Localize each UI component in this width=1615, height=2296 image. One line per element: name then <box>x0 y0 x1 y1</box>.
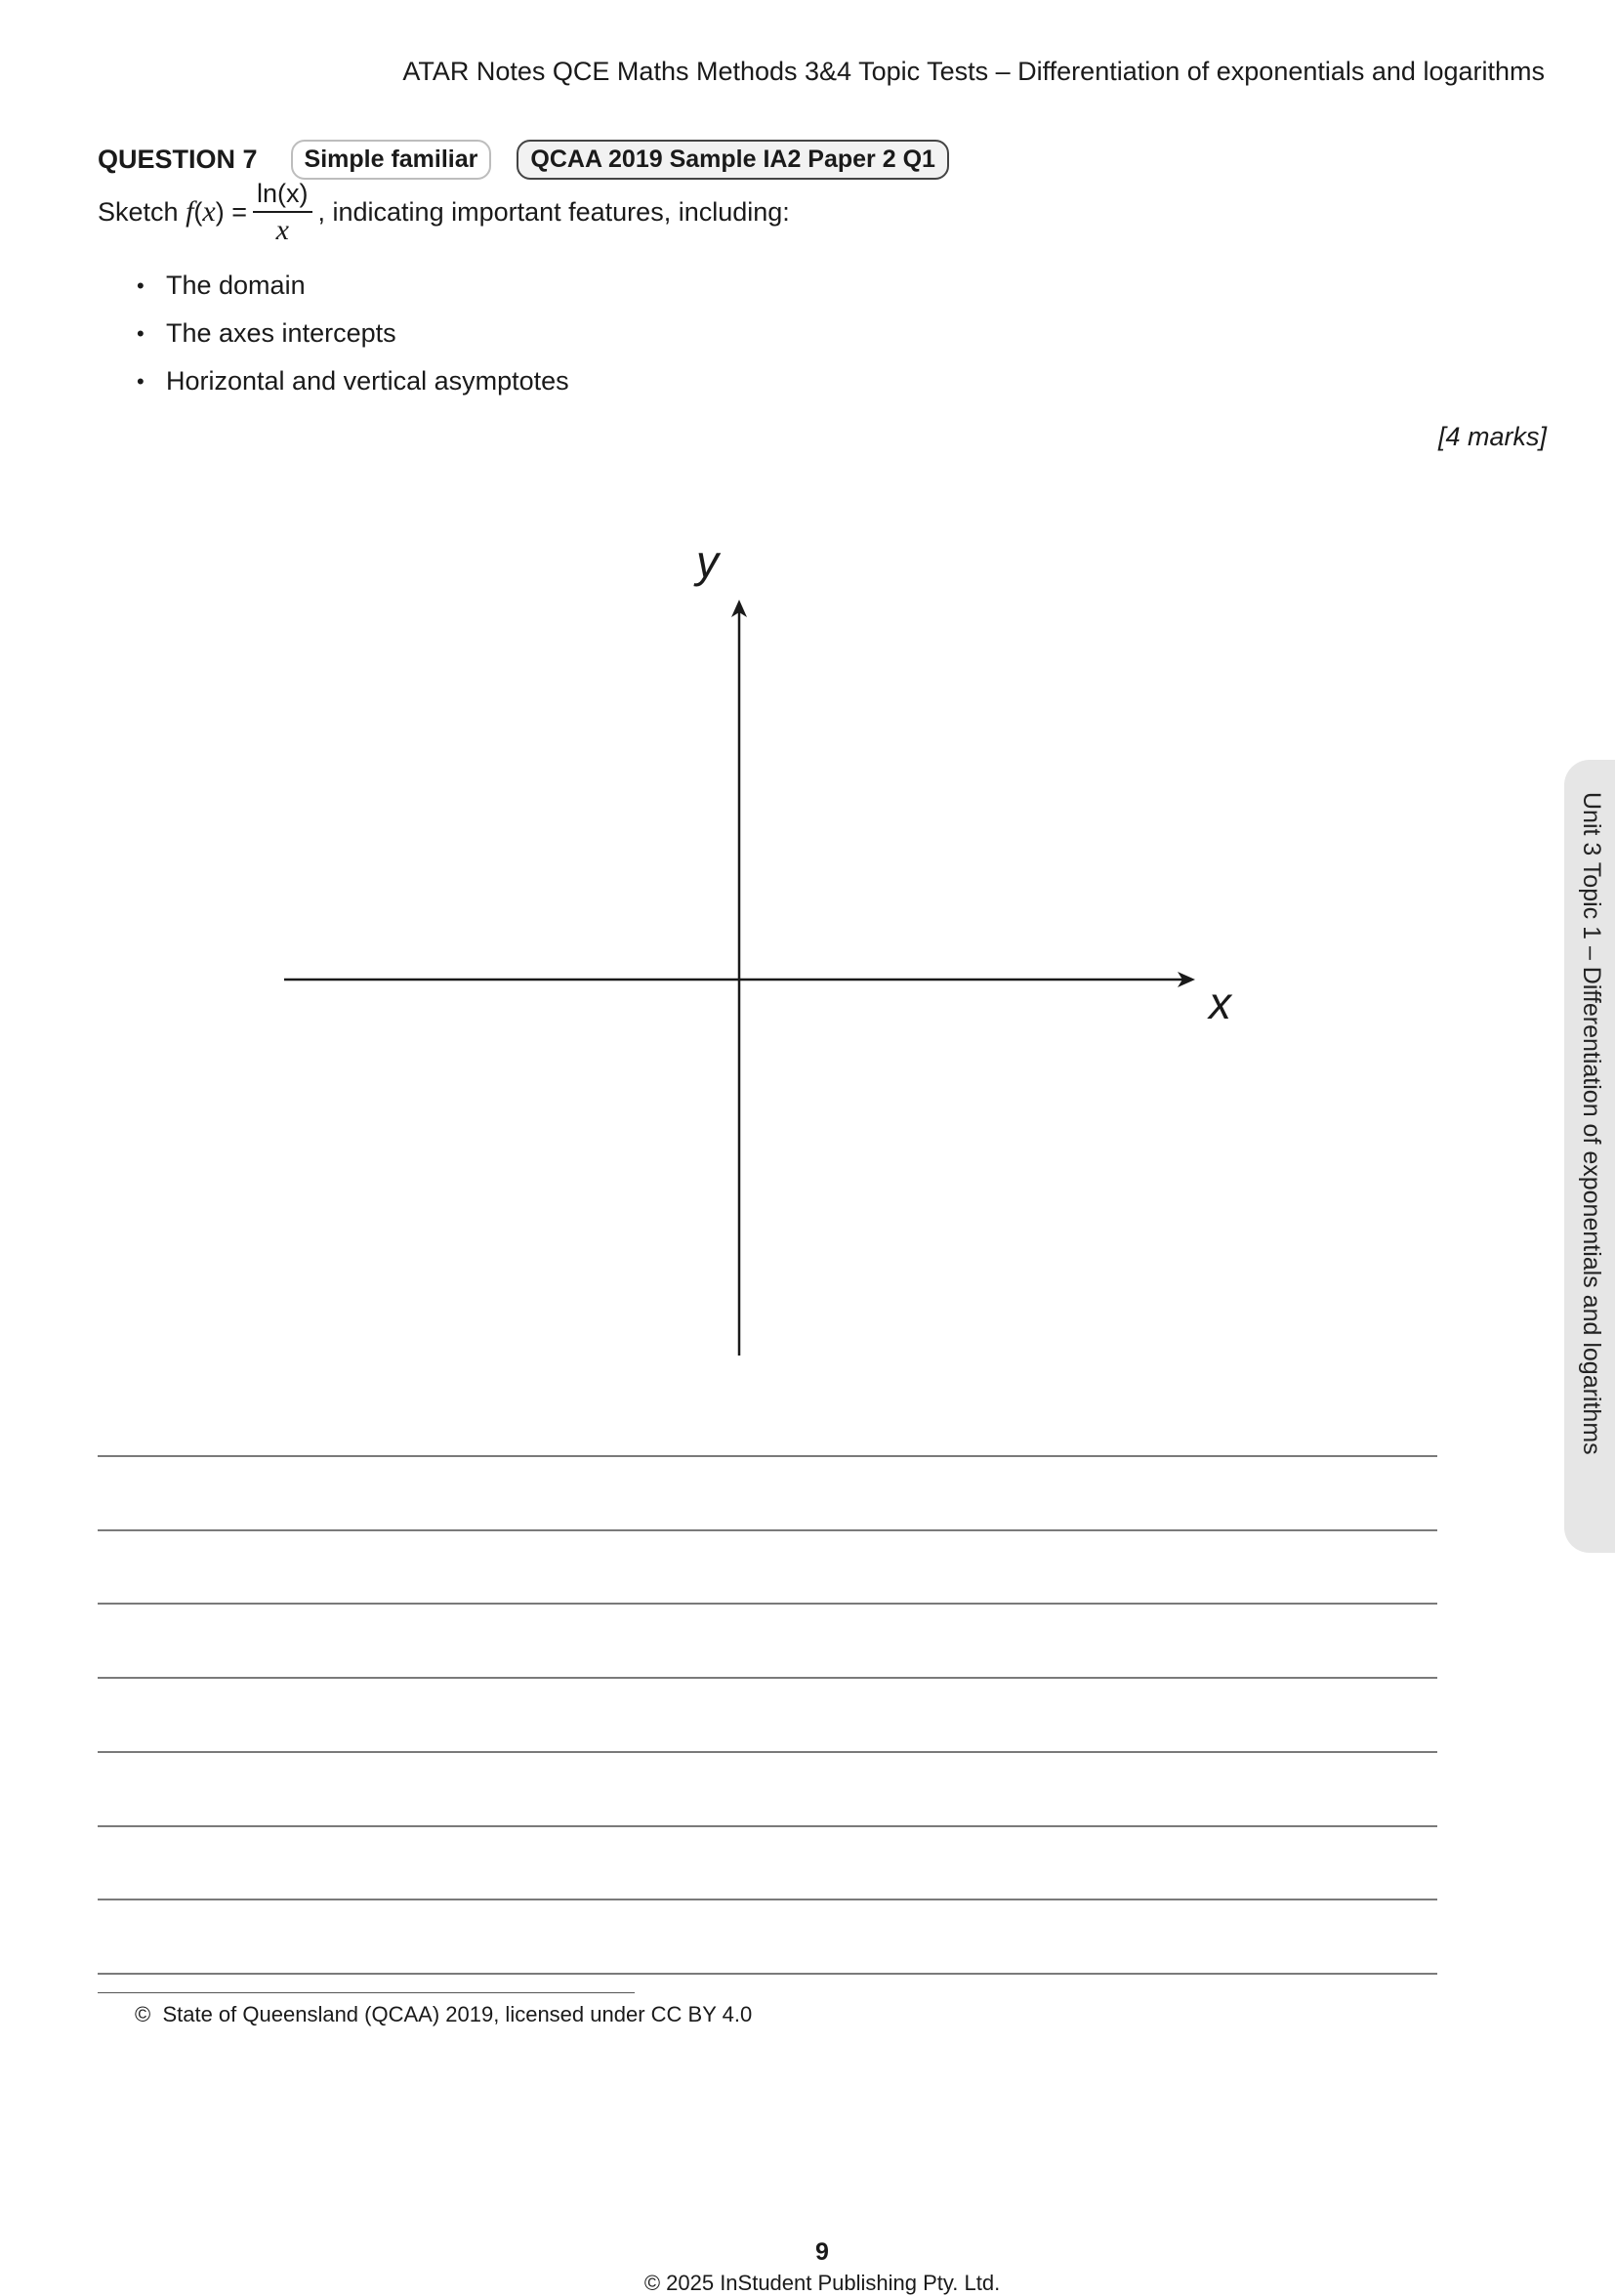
side-tab-label: Unit 3 Topic 1 – Differentiation of exponentials and logarithms <box>1578 792 1605 1455</box>
answer-line[interactable] <box>98 1677 1437 1679</box>
answer-line[interactable] <box>98 1825 1437 1827</box>
answer-line[interactable] <box>98 1751 1437 1753</box>
footnote-text: State of Queensland (QCAA) 2019, licensed under CC BY 4.0 <box>162 2002 753 2026</box>
answer-line[interactable] <box>98 1603 1437 1605</box>
marks-label: [4 marks] <box>1437 422 1547 451</box>
answer-line[interactable] <box>98 1973 1437 1975</box>
function-name: f <box>186 195 194 228</box>
side-tab <box>1564 760 1615 1553</box>
list-item-text: Horizontal and vertical asymptotes <box>166 366 569 396</box>
source-tag: QCAA 2019 Sample IA2 Paper 2 Q1 <box>517 140 949 180</box>
bullet-icon: • <box>137 320 145 346</box>
page-number: 9 <box>815 2238 829 2266</box>
stem-prefix: Sketch <box>98 196 179 227</box>
stem-suffix: , indicating important features, including: <box>317 196 790 227</box>
function-equals: ) = <box>215 196 247 227</box>
function-variable: x <box>202 195 216 228</box>
function-open: ( <box>193 196 203 227</box>
footnote <box>135 2002 752 2027</box>
copyright-icon: © <box>135 2002 151 2026</box>
running-header: ATAR Notes QCE Maths Methods 3&4 Topic Tests – Differentiation of exponentials and logarithms <box>402 57 1545 86</box>
y-axis-label: y <box>696 536 719 587</box>
question-number: QUESTION 7 <box>98 144 258 174</box>
difficulty-tag: Simple familiar <box>291 140 492 180</box>
bullet-icon: • <box>137 368 145 394</box>
bullet-icon: • <box>137 272 145 298</box>
list-item-text: The domain <box>166 271 306 300</box>
x-axis-label: x <box>1209 978 1231 1028</box>
fraction-denominator: x <box>275 214 289 246</box>
answer-line[interactable] <box>98 1529 1437 1531</box>
copyright-footer: © 2025 InStudent Publishing Pty. Ltd. <box>643 2271 1001 2295</box>
list-item-text: The axes intercepts <box>166 318 396 348</box>
answer-line[interactable] <box>98 1455 1437 1457</box>
answer-line[interactable] <box>98 1899 1437 1900</box>
footnote-divider <box>98 1992 635 1993</box>
fraction-numerator: ln(x) <box>253 176 312 213</box>
